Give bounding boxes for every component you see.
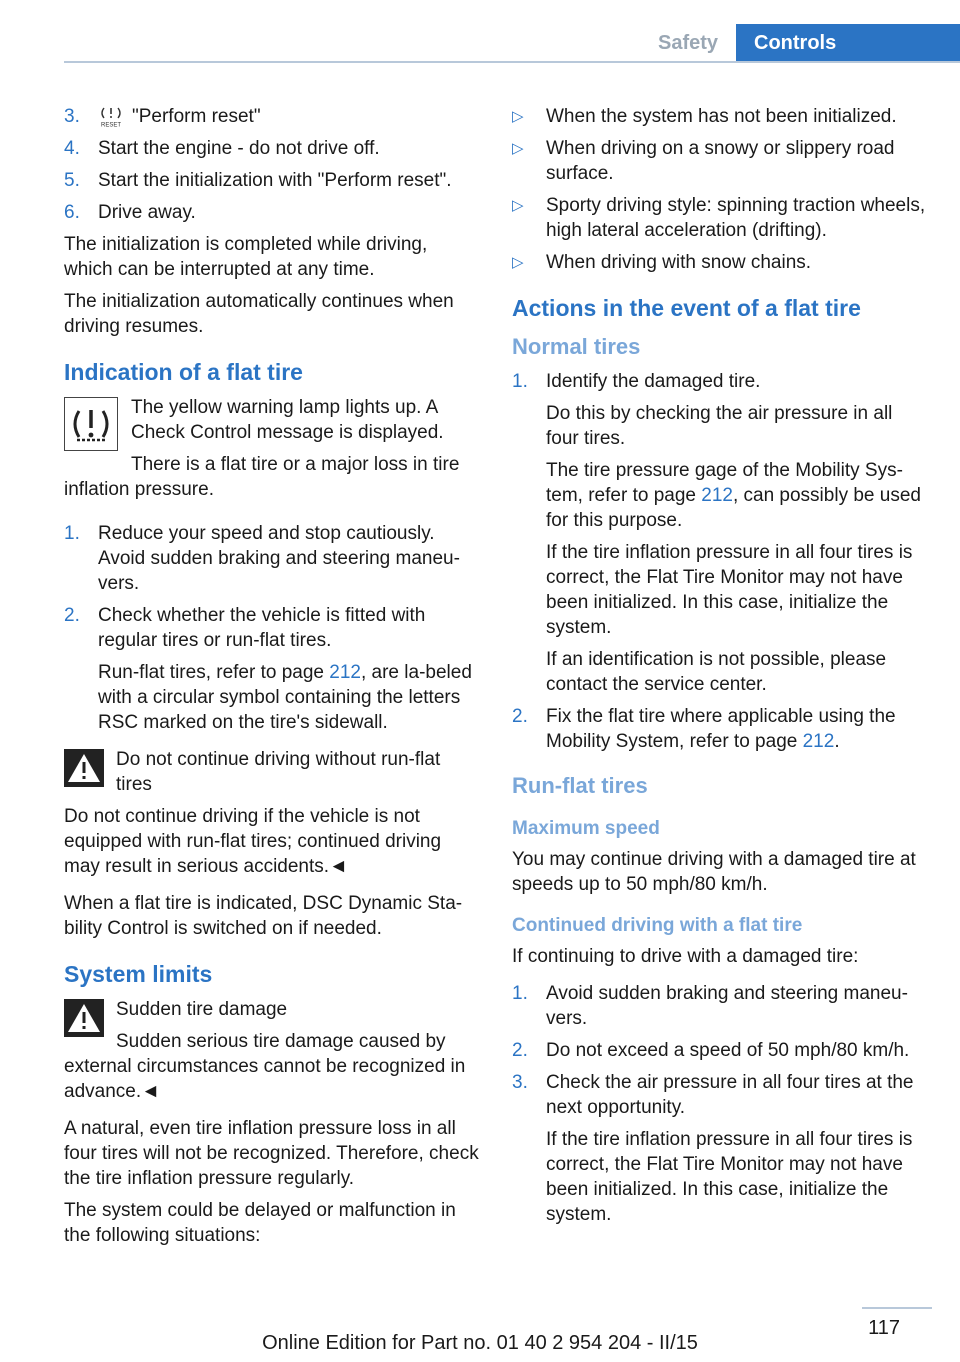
- left-column: [64, 104, 480, 1255]
- reset-icon-label: RESET: [100, 122, 122, 128]
- step-number: 1.: [64, 523, 80, 544]
- step-number: 2.: [512, 1040, 528, 1061]
- step-subtext: , can possibly be used for this purpose.: [546, 485, 921, 531]
- flat-step-1: [64, 521, 480, 596]
- step-text: Do not exceed a speed of 50 mph/80 km/h.: [546, 1040, 910, 1061]
- warning-title: Do not continue driving without run-flat tires: [116, 749, 441, 795]
- step-subtext: If the tire inflation pressure in all four tires is correct, the Flat Tire Monitor may not have been initialized. In this case, initialize the system.: [546, 542, 913, 638]
- continue-step-3: [512, 1070, 928, 1227]
- heading-continued-driving: Continued driving with a flat tire: [512, 915, 803, 936]
- step-text: "Perform reset": [132, 106, 261, 127]
- normal-step-2: [512, 704, 928, 754]
- heading-system-limits: System limits: [64, 961, 213, 987]
- flat-step-2: [64, 603, 480, 735]
- tire-warning-lamp-icon: [64, 397, 118, 451]
- list-item: [512, 104, 928, 129]
- paragraph: The yellow warning lamp lights up. A Check Control message is displayed.: [131, 397, 444, 443]
- list-item: [512, 250, 928, 275]
- step-subtext: The tire pressure gage of the Mobility Sys‐tem, refer to page: [546, 460, 903, 506]
- paragraph: There is a flat tire or a major loss in tire inflation pressure.: [64, 454, 460, 500]
- step-text: Check the air pressure in all four tires at the next opportunity.: [546, 1072, 914, 1118]
- step-number: 6.: [64, 202, 80, 223]
- warning-run-flat: [64, 747, 480, 879]
- heading-normal-tires: Normal tires: [512, 334, 641, 359]
- paragraph: The initialization is completed while driving, which can be interrupted at any time.: [64, 234, 428, 280]
- step-number: 2.: [512, 706, 528, 727]
- step-number: 1.: [512, 983, 528, 1004]
- list-item-text: Sporty driving style: spinning traction wheels, high lateral acceleration (drifting).: [546, 195, 926, 241]
- page-link[interactable]: 212: [701, 485, 733, 506]
- step-3: [64, 104, 480, 129]
- list-item-text: When the system has not been initialized.: [546, 106, 897, 127]
- step-number: 3.: [64, 106, 80, 127]
- step-5: [64, 168, 480, 193]
- page-link[interactable]: 212: [802, 731, 835, 752]
- paragraph: The initialization automatically continues when driving resumes.: [64, 291, 454, 337]
- flat-tire-indication: [64, 395, 480, 509]
- step-number: 4.: [64, 138, 80, 159]
- step-text: Check whether the vehicle is fitted with regular tires or run-flat tires.: [98, 605, 426, 651]
- step-subtext: , are la‐beled with a circular symbol containing the letters RSC marked on the tire's sidewall.: [98, 662, 472, 733]
- step-subtext: Run-flat tires, refer to page: [98, 662, 330, 683]
- header-rule: [64, 61, 960, 63]
- bullet-triangle-icon: ▷: [512, 197, 524, 214]
- list-item-text: When driving with snow chains.: [546, 252, 812, 273]
- warning-body: Sudden serious tire damage caused by external circumstances cannot be recognized in advance.◄: [64, 1031, 466, 1102]
- step-text: Start the initialization with "Perform reset".: [98, 170, 452, 191]
- page-link[interactable]: 212: [329, 662, 361, 683]
- step-subtext: If the tire inflation pressure in all four tires is correct, the Flat Tire Monitor may not have been initialized. In this case, initialize the system.: [546, 1129, 913, 1225]
- heading-run-flat-tires: Run-flat tires: [512, 773, 648, 798]
- footer-rule: [862, 1307, 932, 1309]
- bullet-triangle-icon: ▷: [512, 140, 524, 157]
- step-text: Fix the flat tire where applicable using the Mobility System, refer to page: [546, 706, 896, 752]
- step-subtext: If an identification is not possible, please contact the service center.: [546, 649, 887, 695]
- paragraph: A natural, even tire inflation pressure loss in all four tires will not be recognized. Therefore, check the tire inflation pressure regularly.: [64, 1118, 479, 1189]
- step-4: [64, 136, 480, 161]
- list-item-text: When driving on a snowy or slippery road surface.: [546, 138, 895, 184]
- step-text: Start the engine - do not drive off.: [98, 138, 380, 159]
- step-number: 5.: [64, 170, 80, 191]
- warning-title: Sudden tire damage: [116, 999, 288, 1020]
- heading-actions: Actions in the event of a flat tire: [512, 295, 861, 321]
- tire-reset-icon: [98, 106, 124, 128]
- edition-footer: Online Edition for Part no. 01 40 2 954 204 - II/15: [262, 1332, 698, 1354]
- bullet-triangle-icon: ▷: [512, 108, 524, 125]
- header-tabs: [640, 24, 960, 62]
- tab-controls[interactable]: Controls: [736, 24, 960, 62]
- tab-safety[interactable]: Safety: [657, 32, 719, 54]
- step-number: 2.: [64, 605, 80, 626]
- step-subtext: Do this by checking the air pressure in all four tires.: [546, 403, 893, 449]
- list-item: [512, 136, 928, 186]
- warning-body: Do not continue driving if the vehicle is not equipped with run-flat tires; continued driving may result in serious accidents.◄: [64, 806, 442, 877]
- paragraph: You may continue driving with a damaged tire at speeds up to 50 mph/80 km/h.: [512, 849, 916, 895]
- list-item: [512, 193, 928, 243]
- step-number: 1.: [512, 371, 528, 392]
- step-number: 3.: [512, 1072, 528, 1093]
- heading-flat-tire: Indication of a flat tire: [64, 359, 303, 385]
- warning-sudden-damage: [64, 997, 480, 1104]
- step-text: Identify the damaged tire.: [546, 371, 761, 392]
- warning-triangle-icon: [64, 999, 104, 1037]
- continue-step-1: [512, 981, 928, 1031]
- step-text: Avoid sudden braking and steering maneu‐vers.: [546, 983, 908, 1029]
- page-number: 117: [868, 1317, 900, 1339]
- normal-step-1: [512, 369, 928, 697]
- bullet-triangle-icon: ▷: [512, 254, 524, 271]
- paragraph: The system could be delayed or malfunction in the following situations:: [64, 1200, 456, 1246]
- step-text: Drive away.: [98, 202, 196, 223]
- right-column: [512, 104, 928, 1234]
- paragraph: If continuing to drive with a damaged tire:: [512, 946, 859, 967]
- step-text: Reduce your speed and stop cautiously. Avoid sudden braking and steering maneu‐vers.: [98, 523, 460, 594]
- warning-triangle-icon: [64, 749, 104, 787]
- step-text: .: [834, 731, 840, 752]
- heading-maximum-speed: Maximum speed: [512, 818, 660, 839]
- paragraph: When a flat tire is indicated, DSC Dynamic Sta‐bility Control is switched on if needed.: [64, 893, 463, 939]
- continue-step-2: [512, 1038, 928, 1063]
- step-6: [64, 200, 480, 225]
